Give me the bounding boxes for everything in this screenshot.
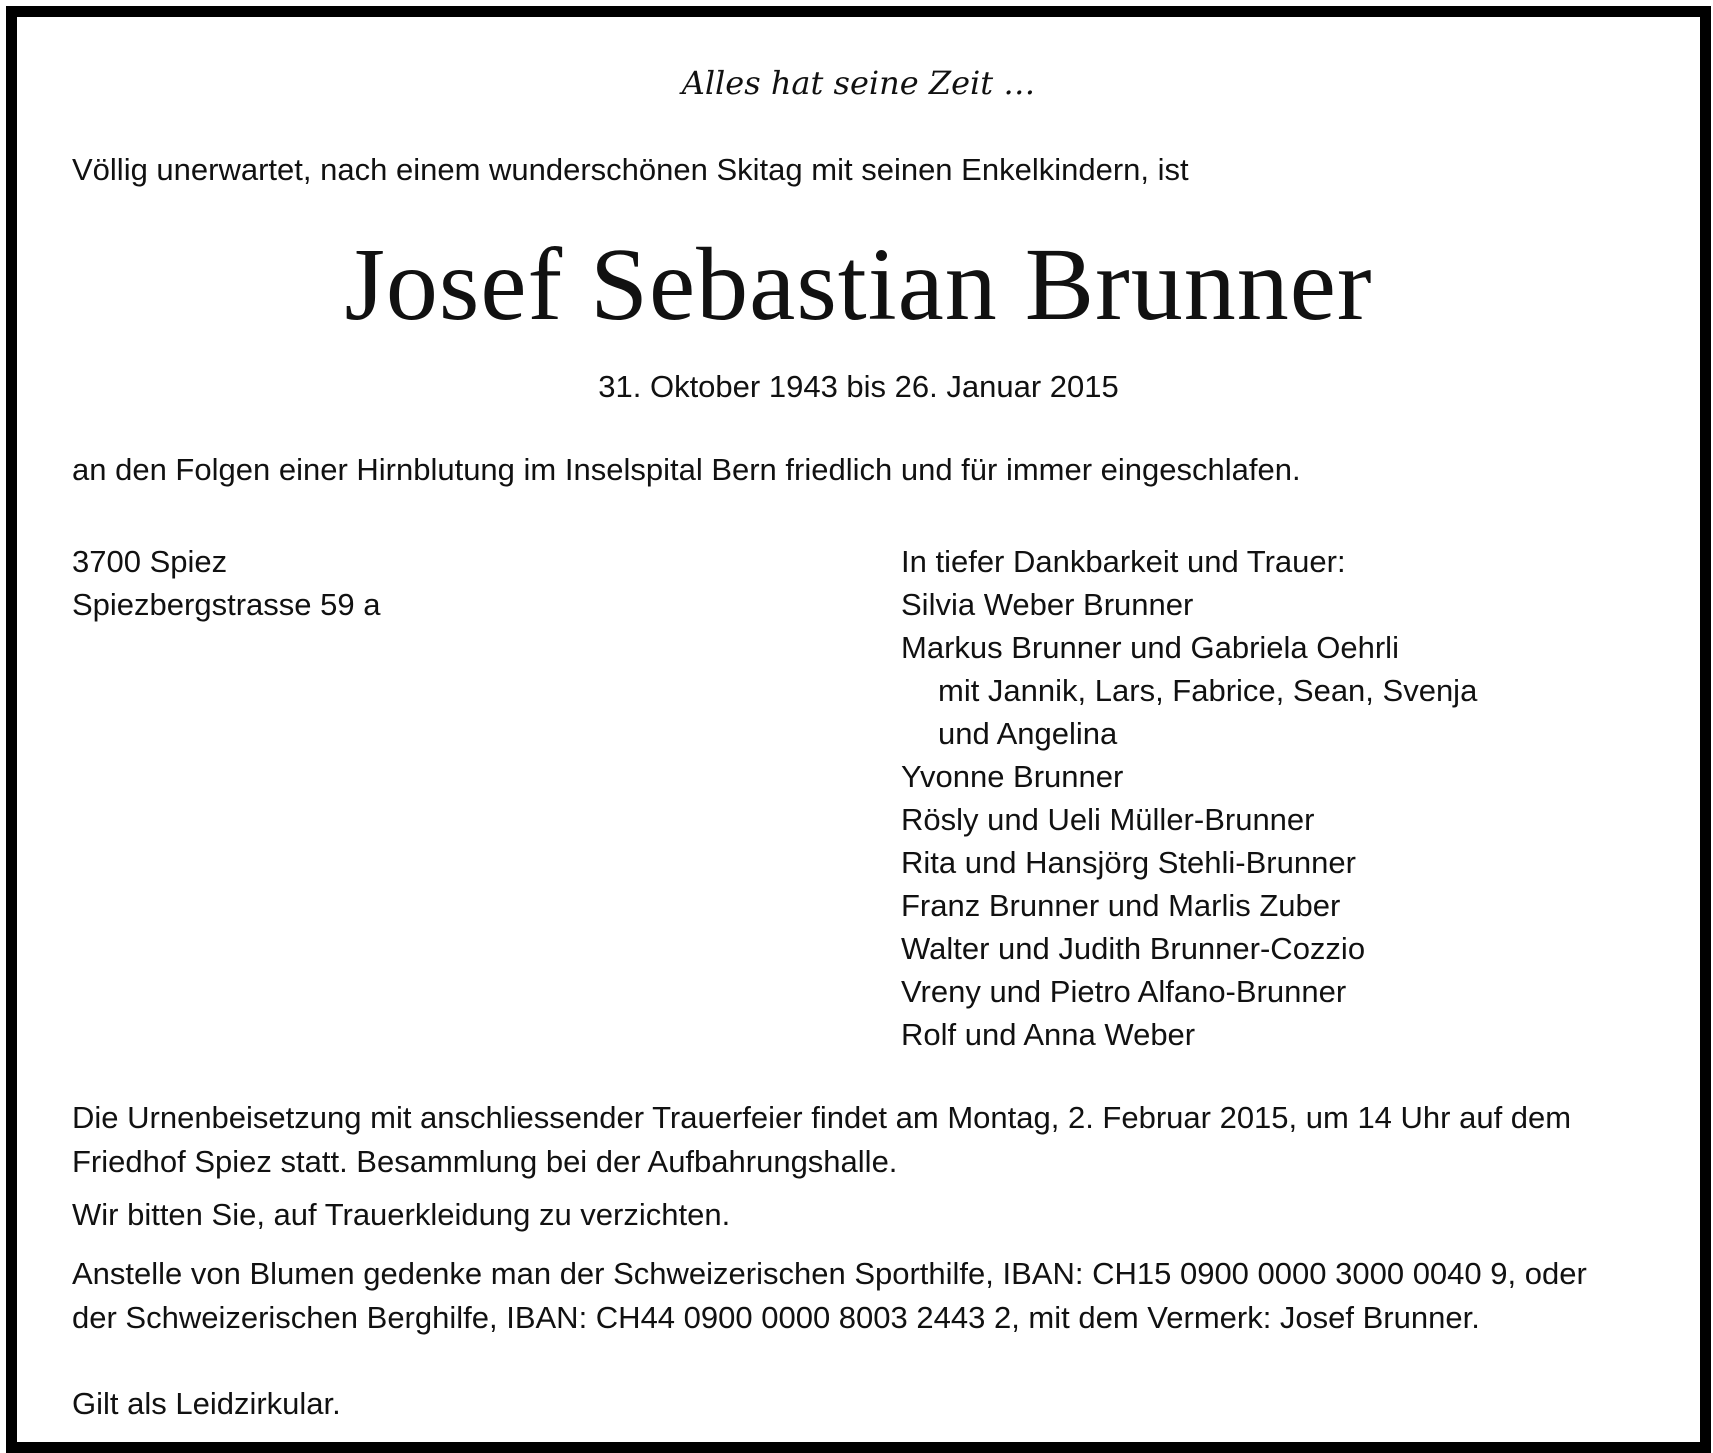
donation-notice [72, 1252, 1672, 1340]
mourner-name: Rita und Hansjörg Stehli-Brunner [901, 845, 1356, 880]
mourner-name: Rösly und Ueli Müller-Brunner [901, 802, 1315, 837]
mourner-name: Silvia Weber Brunner [901, 587, 1194, 622]
mourner-name: mit Jannik, Lars, Fabrice, Sean, Svenja [938, 673, 1478, 708]
funeral-notice-line: Friedhof Spiez statt. Besammlung bei der Aufbahrungshalle. [72, 1144, 898, 1179]
funeral-notice [72, 1096, 1672, 1184]
funeral-notice-line: Die Urnenbeisetzung mit anschliessender Trauerfeier findet am Montag, 2. Februar 2015, um 14 Uhr auf dem [72, 1100, 1572, 1135]
deceased-name: Josef Sebastian Brunner [344, 227, 1373, 342]
mourner-name: Rolf und Anna Weber [901, 1017, 1196, 1052]
obituary-frame [6, 6, 1711, 1453]
mourner-name: Walter und Judith Brunner-Cozzio [901, 931, 1366, 966]
mourner-name: Franz Brunner und Marlis Zuber [901, 888, 1341, 923]
mourner-name: und Angelina [938, 716, 1118, 751]
mourner-name: Yvonne Brunner [901, 759, 1124, 794]
circular-note: Gilt als Leidzirkular. [72, 1386, 341, 1421]
address-city: 3700 Spiez [72, 544, 228, 579]
address-street: Spiezbergstrasse 59 a [72, 587, 381, 622]
donation-notice-line: Anstelle von Blumen gedenke man der Schweizerischen Sporthilfe, IBAN: CH15 0900 0000 3000 0040 9, oder [72, 1256, 1587, 1291]
mourners-heading: In tiefer Dankbarkeit und Trauer: [901, 544, 1346, 579]
motto: Alles hat seine Zeit … [681, 64, 1036, 102]
mourner-name: Vreny und Pietro Alfano-Brunner [901, 974, 1347, 1009]
mourner-name: Markus Brunner und Gabriela Oehrli [901, 630, 1399, 665]
address-block [72, 540, 380, 626]
intro-text: Völlig unerwartet, nach einem wunderschönen Skitag mit seinen Enkelkindern, ist [72, 152, 1189, 187]
cause-text: an den Folgen einer Hirnblutung im Inselspital Bern friedlich und für immer eingeschlafen. [72, 452, 1301, 487]
donation-notice-line: der Schweizerischen Berghilfe, IBAN: CH44 0900 0000 8003 2443 2, mit dem Vermerk: Josef Brunner. [72, 1300, 1480, 1335]
life-dates: 31. Oktober 1943 bis 26. Januar 2015 [598, 369, 1119, 404]
attire-notice: Wir bitten Sie, auf Trauerkleidung zu verzichten. [72, 1197, 731, 1232]
mourners-list [901, 540, 1477, 1056]
